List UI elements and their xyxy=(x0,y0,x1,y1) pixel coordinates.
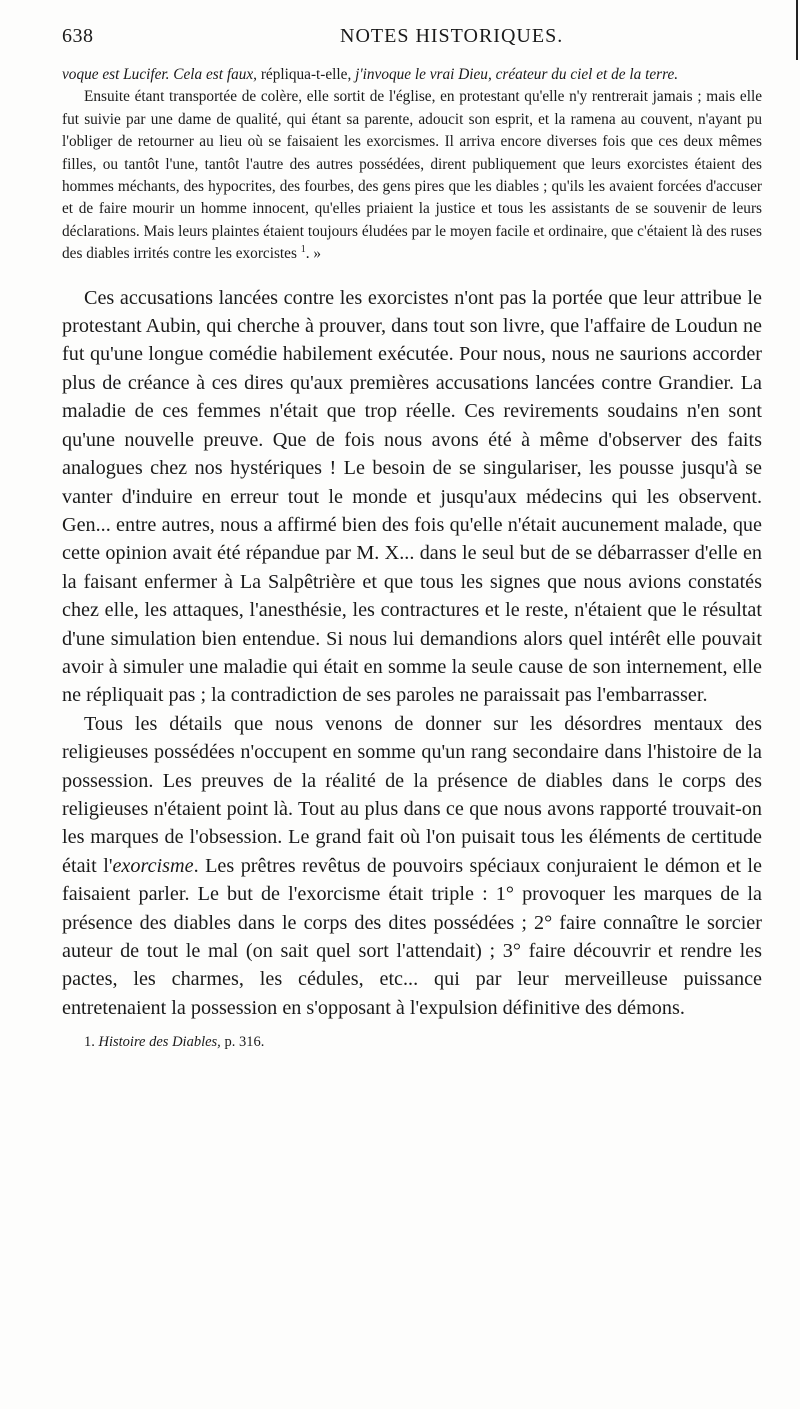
quoted-passage xyxy=(62,64,762,266)
main-paragraph-2-a: Tous les détails que nous venons de donner sur les désordres mentaux des religieuses possédées n'occupent en somme qu'un rang secondaire dans l'histoire de la possession. Les preuves de la réalité de la présence de diables dans le corps des religieuses n'étaient point là. Tout au plus dans ce que nous avons rapporté trouvait-on les marques de l'obsession. Le grand fait où l'on puisait tous les éléments de certitude était l' xyxy=(62,712,762,877)
quote-plain: répliqua-t-elle, xyxy=(257,66,356,83)
page-edge-line xyxy=(796,0,798,60)
main-paragraph-1: Ces accusations lancées contre les exorcistes n'ont pas la portée que leur attribue le protestant Aubin, qui cherche à prouver, dans tout son livre, que l'affaire de Loudun ne fut qu'une longue comédie habilement exécutée. Pour nous, nous ne saurions accorder plus de créance à ces dires qu'aux premières accusations lancées contre Grandier. La maladie de ces femmes n'était que trop réelle. Ces revirements soudains n'en sont qu'une nouvelle preuve. Que de fois nous avons été à même d'observer des faits analogues chez nos hystériques ! Le besoin de se singulariser, les pousse jusqu'à se vanter d'induire en erreur tout le monde et jusqu'aux médecins qui les observent. Gen... entre autres, nous a affirmé bien des fois qu'elle n'était aucunement malade, que cette opinion avait été répandue par M. X... dans le seul but de se débarrasser d'elle en la faisant enfermer à La Salpêtrière et que tous les signes que nous avions constatés chez elle, les attaques, l'anesthésie, les contractures et le reste, n'étaient que le résultat d'une simulation bien entendue. Si nous lui demandions alors quel intérêt elle pouvait avoir à simuler une maladie qui était en somme la seule cause de son internement, elle ne répliquait pas ; la contradiction de ses paroles ne paraissait pas l'embarrasser. xyxy=(62,286,762,707)
footnote-marker: 1 xyxy=(300,244,306,256)
running-title: NOTES HISTORIQUES. xyxy=(340,25,564,47)
main-text xyxy=(62,284,762,1023)
main-paragraph-2-b: . Les prêtres revêtus de pouvoirs spéciaux conjuraient le démon et le faisaient parler. Le but de l'exorcisme était triple : 1° provoquer les marques de la présence des diables dans le corps des dites possédées ; 2° faire connaître le sorcier auteur de tout le mal (on sait quel sort l'attendait) ; 3° faire découvrir et rendre les pactes, les charmes, les cédules, etc... qui par leur merveilleuse puissance entretenaient la possession en s'opposant à l'expulsion définitive des démons. xyxy=(62,854,762,1019)
footnote-ref: p. 316. xyxy=(220,1034,265,1051)
quote-italic-b: j'invoque le vrai Dieu, créateur du ciel et de la terre. xyxy=(355,66,679,83)
quote-italic-a: voque est Lucifer. Cela est faux, xyxy=(62,66,257,83)
quote-paragraph-2-text: Ensuite étant transportée de colère, elle sortit de l'église, en protestant qu'elle n'y rentrerait jamais ; mais elle fut suivie par une dame de qualité, qui étant sa parente, adoucit son esprit, et la ramena au couvent, n'ayant pu l'obliger de retourner au lieu où se faisaient les exorcismes. Il arriva encore diverses fois que ces deux mêmes filles, ou tantôt l'une, tantôt l'autre des autres possédées, dirent publiquement que leurs exorcistes étaient des hommes méchants, des hypocrites, des fourbes, des gens pires que les diables ; qu'ils les avaient forcées d'accuser et de faire mourir un homme innocent, qu'elles priaient la justice et tous les assistants de se souvenir de leurs déclarations. Mais leurs plaintes étaient toujours éludées par le moyen facile et ordinaire, que c'étaient là des ruses des diables irrités contre les exorcistes xyxy=(62,88,762,263)
page-body xyxy=(62,64,762,1052)
page-number: 638 xyxy=(62,25,94,47)
quote-paragraph-2-end: . » xyxy=(305,245,322,263)
footnote-title: Histoire des Diables, xyxy=(98,1034,221,1051)
quote-paragraph-1 xyxy=(62,64,762,86)
main-paragraph-2-italic: exorcisme xyxy=(112,854,194,877)
footnote-number: 1. xyxy=(84,1034,95,1051)
main-paragraph-2 xyxy=(62,710,762,1022)
page-header xyxy=(62,25,762,51)
quote-paragraph-2 xyxy=(62,86,762,265)
footnote xyxy=(84,1032,762,1052)
